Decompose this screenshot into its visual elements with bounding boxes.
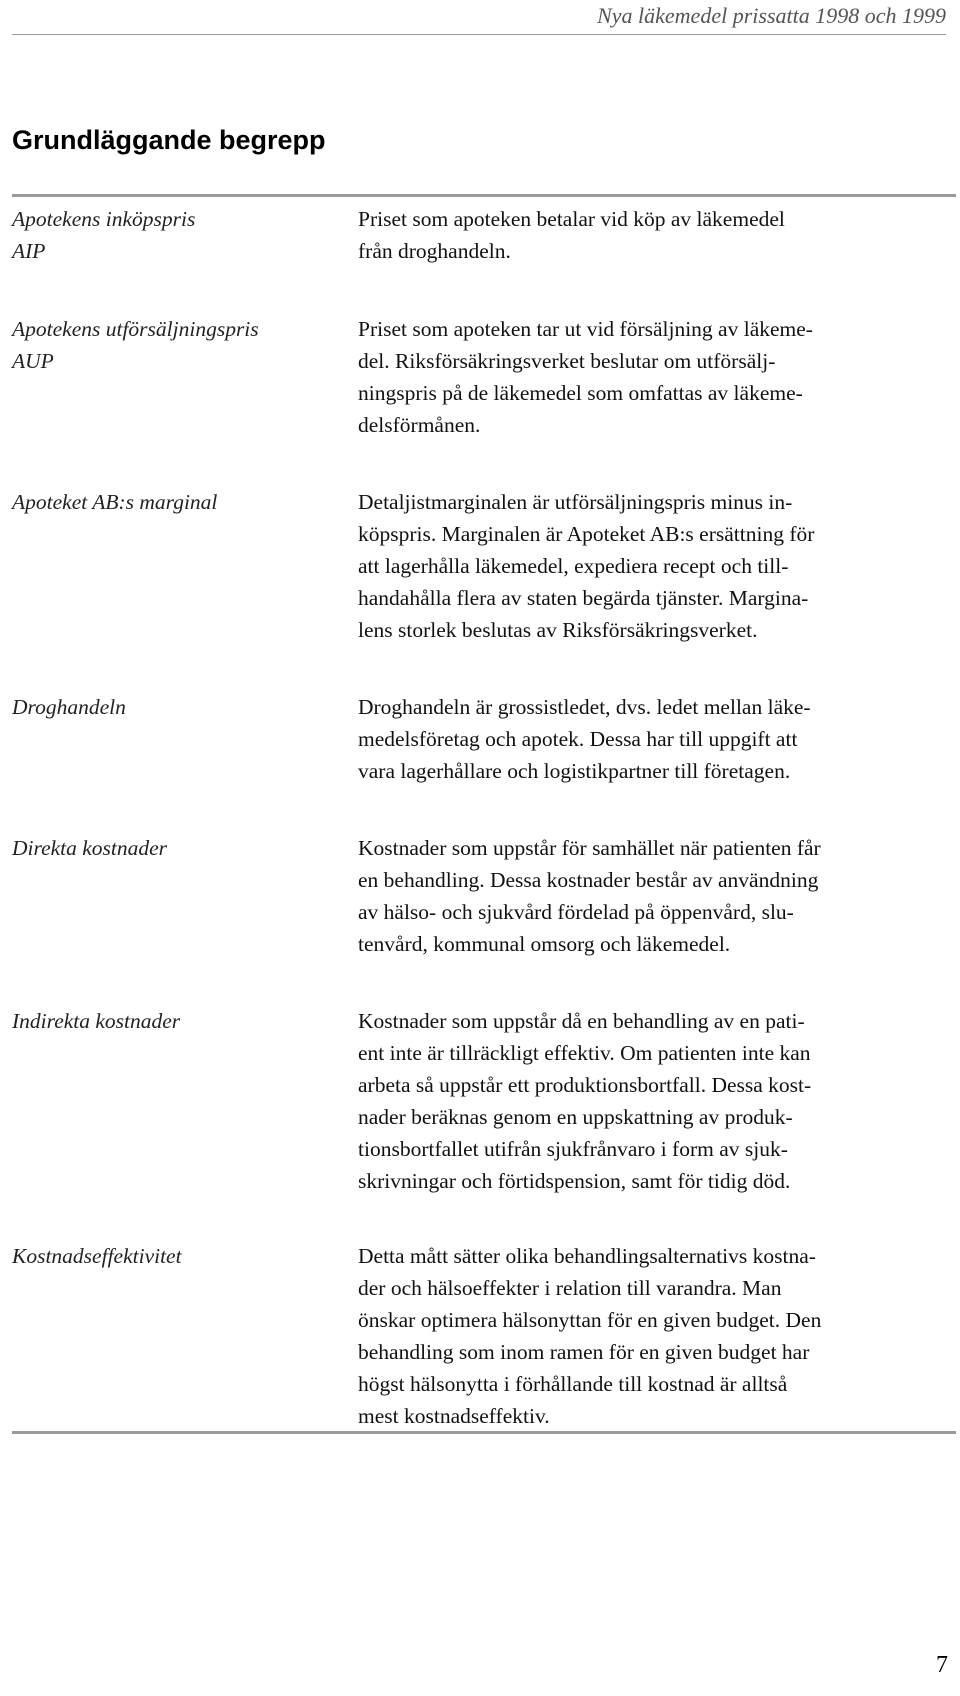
definition-direkta-kostnader: [358, 832, 948, 960]
table-top-rule: [12, 194, 956, 197]
definition-line: Detaljistmarginalen är utförsäljningspris minus in-: [358, 490, 793, 514]
table-bottom-rule: [12, 1431, 956, 1434]
definition-line: tenvård, kommunal omsorg och läkemedel.: [358, 932, 731, 956]
definition-aip: [358, 203, 948, 267]
definition-line: Detta mått sätter olika behandlingsalternativs kostna-: [358, 1244, 816, 1268]
definition-line: medelsföretag och apotek. Dessa har till uppgift att: [358, 727, 798, 751]
term-droghandeln: [12, 691, 342, 723]
term-indirekta-kostnader: [12, 1005, 342, 1037]
definition-line: ningspris på de läkemedel som omfattas av läkeme-: [358, 381, 803, 405]
term-line: AUP: [12, 349, 54, 373]
term-line: Apotekens inköpspris: [12, 207, 196, 231]
definition-line: mest kostnadseffektiv.: [358, 1404, 550, 1428]
section-title: Grundläggande begrepp: [12, 125, 326, 155]
definition-kostnadseffektivitet: [358, 1240, 948, 1432]
definition-line: delsförmånen.: [358, 413, 481, 437]
page-number: 7: [936, 1652, 948, 1678]
definition-line: högst hälsonytta i förhållande till kostnad är alltså: [358, 1372, 788, 1396]
definition-droghandeln: [358, 691, 948, 787]
definition-line: behandling som inom ramen för en given budget har: [358, 1340, 810, 1364]
definition-line: från droghandeln.: [358, 239, 511, 263]
definition-line: köpspris. Marginalen är Apoteket AB:s ersättning för: [358, 522, 815, 546]
term-line: Apoteket AB:s marginal: [12, 490, 218, 514]
term-apoteket-marginal: [12, 486, 342, 518]
term-line: Droghandeln: [12, 695, 126, 719]
definition-line: en behandling. Dessa kostnader består av användning: [358, 868, 819, 892]
definition-aup: [358, 313, 948, 441]
definition-line: handahålla flera av staten begärda tjänster. Margina-: [358, 586, 809, 610]
definition-line: skrivningar och förtidspension, samt för tidig död.: [358, 1169, 791, 1193]
definition-line: tionsbortfallet utifrån sjukfrånvaro i form av sjuk-: [358, 1137, 788, 1161]
definition-line: der och hälsoeffekter i relation till varandra. Man: [358, 1276, 782, 1300]
definition-line: av hälso- och sjukvård fördelad på öppenvård, slu-: [358, 900, 794, 924]
term-kostnadseffektivitet: [12, 1240, 342, 1272]
term-line: Kostnadseffektivitet: [12, 1244, 182, 1268]
term-aip: [12, 203, 342, 267]
term-line: AIP: [12, 239, 46, 263]
term-line: Indirekta kostnader: [12, 1009, 181, 1033]
definition-line: del. Riksförsäkringsverket beslutar om utförsälj-: [358, 349, 776, 373]
definition-line: arbeta så uppstår ett produktionsbortfall. Dessa kost-: [358, 1073, 812, 1097]
definition-line: ent inte är tillräckligt effektiv. Om patienten inte kan: [358, 1041, 811, 1065]
definition-line: önskar optimera hälsonyttan för en given budget. Den: [358, 1308, 822, 1332]
definition-line: vara lagerhållare och logistikpartner till företagen.: [358, 759, 791, 783]
definition-line: Priset som apoteken tar ut vid försäljning av läkeme-: [358, 317, 813, 341]
definition-line: Kostnader som uppstår för samhället när patienten får: [358, 836, 821, 860]
definition-indirekta-kostnader: [358, 1005, 948, 1197]
definition-line: nader beräknas genom en uppskattning av produk-: [358, 1105, 793, 1129]
term-direkta-kostnader: [12, 832, 342, 864]
term-line: Direkta kostnader: [12, 836, 168, 860]
running-header-title: Nya läkemedel prissatta 1998 och 1999: [597, 3, 946, 28]
definition-line: Droghandeln är grossistledet, dvs. ledet mellan läke-: [358, 695, 811, 719]
term-line: Apotekens utförsäljningspris: [12, 317, 259, 341]
definition-line: Priset som apoteken betalar vid köp av läkemedel: [358, 207, 785, 231]
definition-line: Kostnader som uppstår då en behandling av en pati-: [358, 1009, 805, 1033]
running-header: [12, 0, 946, 35]
term-aup: [12, 313, 342, 377]
definition-line: att lagerhålla läkemedel, expediera recept och till-: [358, 554, 789, 578]
definition-line: lens storlek beslutas av Riksförsäkringsverket.: [358, 618, 758, 642]
definition-apoteket-marginal: [358, 486, 948, 646]
